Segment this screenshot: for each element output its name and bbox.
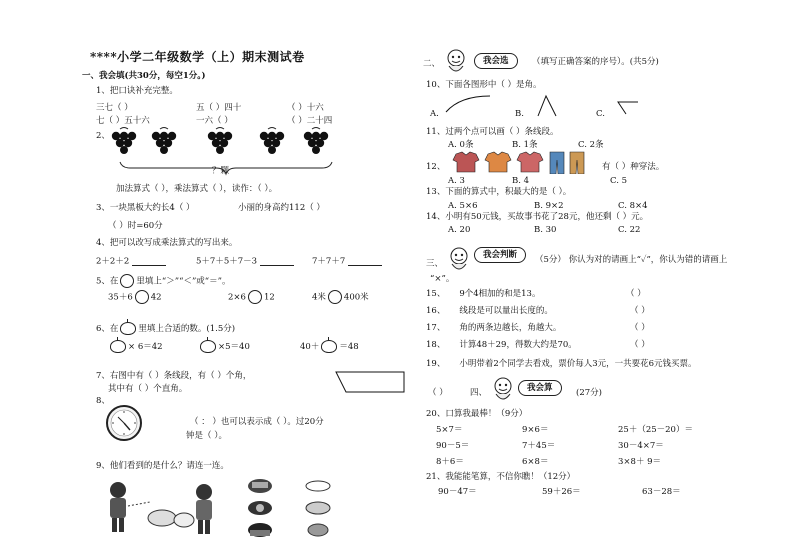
q4-text: 4、把可以改写成乘法算式的写出来。	[96, 238, 238, 248]
q6-expr-text: 40＋	[300, 342, 320, 352]
cartoon-mascot-icon	[488, 374, 518, 404]
arc-shape-icon	[444, 94, 494, 114]
q10-option-b[interactable]: B.	[515, 109, 524, 119]
q13-option[interactable]: C. 8×4	[618, 201, 648, 211]
q12-text: 有（ ）种穿法。	[602, 162, 665, 172]
q3-part-c: （ ）时=60分	[108, 221, 163, 231]
q4-expr: 5＋7＋5＋7－3	[196, 256, 258, 267]
calc-item: 30－4×7＝	[618, 441, 664, 451]
cartoon-mascot-icon	[441, 46, 471, 76]
q4-expression-2	[196, 257, 294, 266]
compare-circle[interactable]	[135, 290, 149, 304]
q1-item: （ ）二十四	[287, 116, 333, 126]
q2-question: 加法算式（ ），乘法算式（ ），读作：（ ）。	[116, 184, 278, 194]
judge-answer-box[interactable]: （ ）	[428, 388, 448, 398]
q1-item: （ ）十六	[287, 103, 324, 113]
q6-expr-text: × 6＝42	[128, 342, 163, 352]
q11-text: 11、过两个点可以画（ ）条线段。	[426, 127, 559, 137]
q1-item: 五（ ）四十	[196, 103, 242, 113]
q5-compare-1	[108, 290, 162, 304]
clock-icon	[104, 403, 144, 443]
judge-item-15	[426, 290, 540, 299]
section4-number: 四、	[470, 388, 488, 398]
judge-text: 9个4相加的和是13。	[459, 289, 541, 299]
section1-heading: 一、我会填(共30分，每空1分。)	[82, 71, 206, 81]
q6-text: 里填上合适的数。(1.5分)	[138, 324, 236, 334]
q21-text: 21、我能能笔算，不信你瞧！（12分）	[426, 472, 576, 482]
q7-text-2: 其中有（ ）个直角。	[108, 384, 188, 394]
trapezoid-figure	[334, 370, 406, 394]
judge-number: 15、	[426, 289, 446, 299]
q11-option[interactable]: A. 0条	[448, 140, 474, 150]
judge-number: 16、	[426, 306, 446, 316]
judge-text: 线段是可以量出长度的。	[459, 306, 553, 316]
calc-item: 3×8＋ 9＝	[618, 457, 662, 467]
judge-text: 角的两条边越长，角越大。	[459, 323, 562, 333]
answer-blank[interactable]	[132, 257, 166, 266]
section4-points: (27分)	[576, 388, 602, 398]
q13-option[interactable]: B. 9×2	[534, 201, 564, 211]
q14-option[interactable]: A. 20	[448, 225, 471, 235]
q8-number: 8、	[96, 396, 110, 406]
vertical-calc-item: 63－28＝	[642, 487, 681, 497]
q5-heading	[96, 274, 231, 288]
judge-number: 19、	[426, 359, 446, 369]
circle-blank-icon	[120, 274, 134, 288]
q7-text-1: 7、右图中有（ ）条线段，有（ ）个角，	[96, 371, 252, 381]
apple-blank[interactable]	[110, 340, 126, 353]
q4-expr: 7＋7＋7	[312, 256, 346, 267]
q11-option[interactable]: C. 2条	[578, 140, 604, 150]
q5-right: 12	[263, 292, 275, 303]
calc-item: 9×6＝	[522, 425, 549, 435]
q6-expr-text: ×5＝40	[218, 342, 250, 352]
q5-left: 35＋6	[108, 292, 133, 303]
q12-option[interactable]: C. 5	[610, 176, 628, 186]
q12-number: 12、	[426, 162, 446, 172]
q4-expr: 2＋2＋2	[96, 256, 130, 267]
q14-option[interactable]: B. 30	[534, 225, 557, 235]
section2-note: （填写正确答案的序号）。(共5分)	[532, 57, 659, 67]
q12-option[interactable]: B. 4	[512, 176, 530, 186]
compare-circle[interactable]	[328, 290, 342, 304]
q6-heading	[96, 322, 235, 335]
exam-title: ****小学二年级数学（上）期末测试卷	[90, 50, 305, 64]
judge-number: 18、	[426, 340, 446, 350]
q9-text: 9、他们看到的是什么？请连一连。	[96, 461, 229, 471]
compare-circle[interactable]	[248, 290, 262, 304]
q5-compare-3	[312, 290, 369, 304]
q12-option[interactable]: A. 3	[448, 176, 465, 186]
clothes-illustration	[452, 150, 592, 174]
q14-option[interactable]: C. 22	[618, 225, 641, 235]
section3-instruction-cont: “×”。	[430, 274, 455, 284]
open-angle-icon	[612, 100, 642, 116]
q20-text: 20、口算我最棒！（9分）	[426, 409, 528, 419]
q2-brace-label: ？颗	[212, 166, 230, 176]
q3-part-a: 3、一块黑板大约长4（ ）	[96, 203, 195, 213]
vertical-calc-item: 90－47＝	[438, 487, 477, 497]
judge-answer-box[interactable]: （ ）	[630, 340, 650, 350]
section3-instruction: （5分） 你认为对的请画上“✓”，你认为错的请画上	[535, 255, 728, 265]
calc-item: 5×7＝	[436, 425, 463, 435]
vertical-calc-item: 59＋26＝	[542, 487, 581, 497]
calc-item: 8＋6＝	[436, 457, 464, 467]
judge-text: 小明带着2个同学去看戏，票价每人3元，一共要花6元钱买票。	[459, 359, 697, 369]
section2-number: 二、	[423, 59, 441, 69]
calc-item: 7＋45＝	[522, 441, 556, 451]
q2-number: 2、	[96, 131, 110, 141]
cartoon-mascot-icon	[444, 244, 474, 274]
q8-text-2: 钟是（ ）。	[186, 431, 227, 441]
q6-expr-2	[198, 340, 250, 353]
apple-icon	[120, 322, 136, 335]
section4-badge: 我会算	[518, 380, 562, 396]
calc-item: 6×8＝	[522, 457, 549, 467]
apple-blank[interactable]	[321, 340, 337, 353]
q5-compare-2	[228, 290, 275, 304]
q6-expr-text: ＝48	[339, 342, 359, 352]
judge-answer-box[interactable]: （ ）	[626, 289, 646, 299]
q6-expr-3	[300, 340, 359, 353]
judge-item-17	[426, 324, 561, 333]
calc-item: 25＋（25－20）＝	[618, 425, 693, 435]
q10-option-c[interactable]: C.	[596, 109, 605, 119]
observation-illustration	[104, 478, 364, 544]
q10-option-a[interactable]: A.	[430, 109, 439, 119]
q11-option[interactable]: B. 1条	[512, 140, 538, 150]
q5-right: 400米	[343, 292, 369, 303]
judge-answer-box[interactable]: （ ）	[630, 306, 650, 316]
section2-badge: 我会选	[474, 53, 518, 69]
apple-blank[interactable]	[200, 340, 216, 353]
q5-left: 2×6	[228, 292, 246, 303]
calc-item: 90－5＝	[436, 441, 470, 451]
section3-number: 三、	[426, 259, 444, 269]
section3-badge: 我会判断	[474, 247, 526, 263]
q4-expression-1	[96, 257, 166, 266]
judge-text: 计算48＋29，得数大约是70。	[459, 340, 577, 350]
judge-item-18	[426, 341, 577, 350]
q8-text-1: （ ： ）也可以表示成（ ）。过20分	[190, 417, 324, 427]
judge-answer-box[interactable]: （ ）	[630, 323, 650, 333]
q4-expression-3	[312, 257, 382, 266]
q1-item: 三七（ ）	[96, 103, 133, 113]
q5-text: 里填上“＞”“＜”或“＝”。	[136, 276, 231, 287]
q5-right: 42	[150, 292, 162, 303]
q13-text: 13、下面的算式中，积最大的是（ ）。	[426, 187, 572, 197]
answer-blank[interactable]	[348, 257, 382, 266]
judge-item-16	[426, 307, 553, 316]
q13-option[interactable]: A. 5×6	[448, 201, 478, 211]
q1-item: 七（ ）五十六	[96, 116, 150, 126]
q6-expr-1	[108, 340, 163, 353]
q14-text: 14、小明有50元钱，买故事书花了28元，他还剩（ ）元。	[426, 212, 649, 222]
q10-text: 10、下面各图形中（ ）是角。	[426, 80, 542, 90]
q5-text: 5、在	[96, 276, 119, 287]
answer-blank[interactable]	[260, 257, 294, 266]
judge-item-19	[426, 360, 697, 369]
q1-text: 1、把口诀补充完整。	[96, 86, 178, 96]
q6-text: 6、在	[96, 324, 119, 334]
q1-item: 一六（ ）	[196, 116, 233, 126]
q3-part-b: 小丽的身高约112（ ）	[238, 203, 325, 213]
angle-shape-icon	[536, 94, 560, 118]
q5-left: 4米	[312, 292, 326, 303]
judge-number: 17、	[426, 323, 446, 333]
